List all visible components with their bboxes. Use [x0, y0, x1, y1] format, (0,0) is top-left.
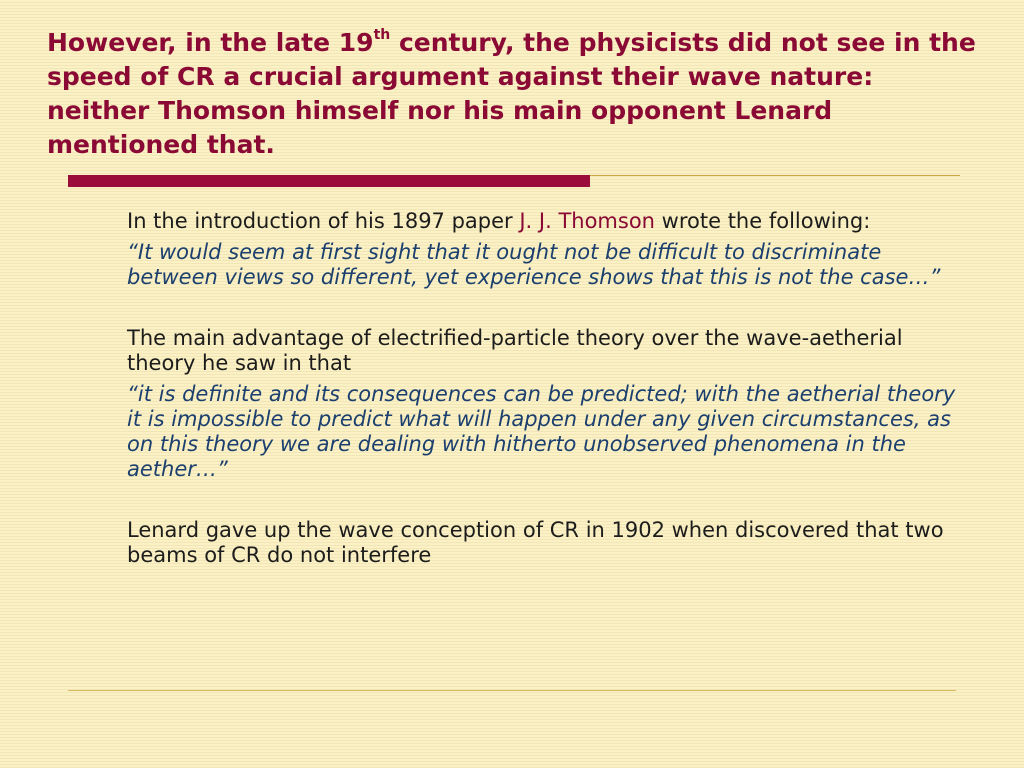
slide-title-text-continued: century, the physicists did not see in the speed of CR a crucial argument against their wave nature: neither Thomson himself nor his main opponent Lenard mentioned that.: [47, 28, 976, 159]
footer-divider-line: [68, 690, 956, 691]
title-accent-bar: [68, 175, 590, 187]
slide-body: [127, 209, 957, 568]
thomson-name: J. J. Thomson: [519, 209, 655, 233]
advantage-paragraph: The main advantage of electrified-particle theory over the wave-aetherial theory he saw in that: [127, 326, 903, 375]
thomson-intro-text: In the introduction of his 1897 paper: [127, 209, 520, 233]
thomson-intro-text-end: wrote the following:: [655, 209, 871, 233]
slide-title-text: However, in the late 19: [47, 28, 374, 57]
slide-title: [47, 26, 977, 162]
slide-title-superscript: th: [373, 26, 391, 43]
thomson-quote-2: “it is definite and its consequences can be predicted; with the aetherial theory it is impossible to predict what will happen under any given circumstances, as on this theory we are dealing with hitherto unobserved phenomena in the aether…”: [127, 382, 956, 481]
thomson-intro-paragraph: [127, 209, 957, 234]
thomson-quote-1: “It would seem at first sight that it ought not be difficult to discriminate between views so different, yet experience shows that this is not the case…”: [127, 240, 941, 289]
title-divider-line: [590, 175, 960, 176]
lenard-paragraph: Lenard gave up the wave conception of CR in 1902 when discovered that two beams of CR do not interfere: [127, 518, 944, 567]
